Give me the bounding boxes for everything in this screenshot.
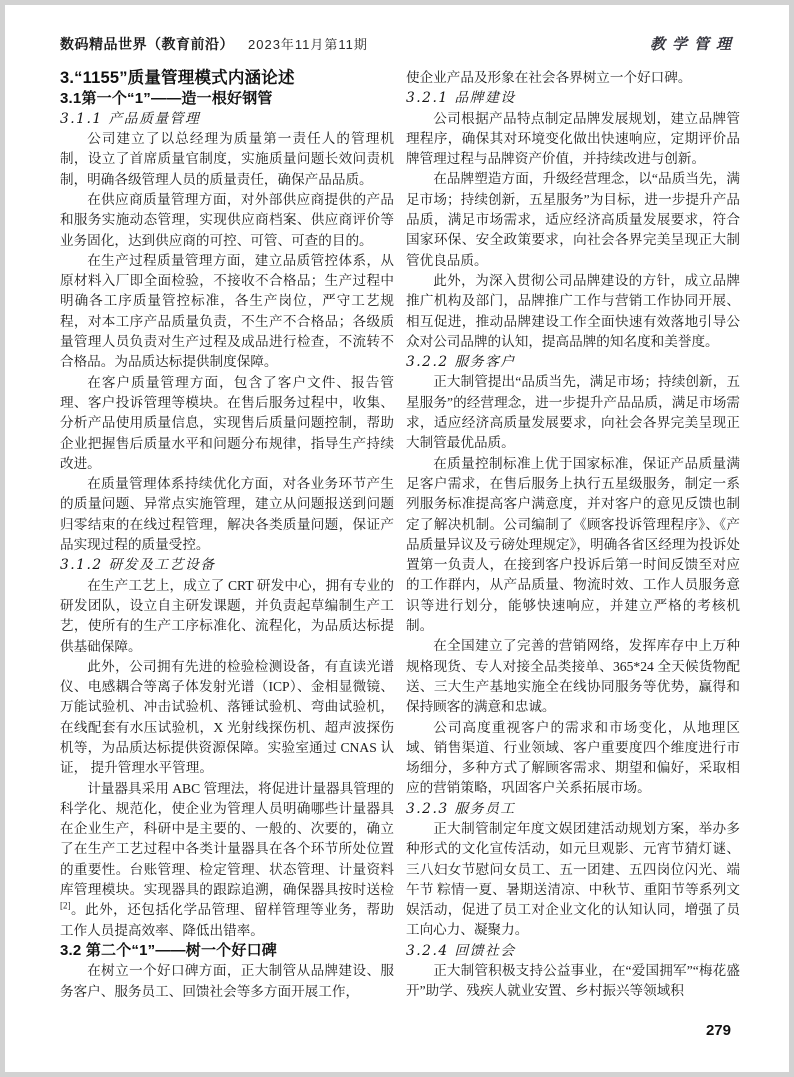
body-paragraph: 在供应商质量管理方面，对外部供应商提供的产品和服务实施动态管理，实现供应商档案、供应商评价等业务固化，达到供应商的可控、可管、可查的目的。 [60,191,394,248]
body-paragraph: 正大制管提出“品质当先，满足市场；持续创新，五星服务”的经营理念，进一步提升产品品质，满足市场需求，适应经济高质量发展要求，向社会各界完美呈现正大制管最优品质。 [406,374,740,451]
body-paragraph [60,779,394,941]
body-paragraph: 正大制管积极支持公益事业，在“爱国拥军”“梅花盛开”助学、残疾人就业安置、乡村振兴等领域积 [406,963,740,999]
body-paragraph: 在质量管理体系持续优化方面，对各业务环节产生的质量问题、异常点实施管理，建立从问题报送到问题归零结束的在线过程管理，解决各类质量问题，保证产品实现过程的质量受控。 [60,476,394,553]
body-paragraph: 此外，公司拥有先进的检验检测设备，有直读光谱仪、电感耦合等离子体发射光谱（ICP）、金相显微镜、万能试验机、冲击试验机、落锤试验机、弯曲试验机，在线配套有水压试验机，X 光射线探伤机、超声波探伤机等，为品质达标提供资源保障。实验室通过 CNAS 认证， 提升管理水平管理。 [60,658,394,776]
subsubsection-heading: 3.2.4 回馈社会 [406,942,516,959]
issue-info: 2023年11月第11期 [248,37,368,52]
body-paragraph: 公司建立了以总经理为质量第一责任人的管理机制，设立了首席质量官制度，实施质量问题长效问责机制，明确各级管理人员的质量责任，确保产品品质。 [60,131,394,187]
body-paragraph-continuation: 使企业产品及形象在社会各界树立一个好口碑。 [406,70,692,85]
body-paragraph: 公司根据产品特点制定品牌发展规划，建立品牌管理程序，确保其对环境变化做出快速响应，定期评价品牌管理过程与品牌资产价值，并持续改进与创新。 [406,110,740,167]
subsubsection-heading: 3.1.2 研发及工艺设备 [60,557,216,574]
body-paragraph: 公司高度重视客户的需求和市场变化，从地理区域、销售渠道、行业领域、客户重要度四个维度进行市场细分，多种方式了解顾客需求、期望和偏好，采取相应的营销策略，巩固客户关系拓展市场。 [406,719,740,796]
page-number: 279 [705,1022,731,1039]
section-label: 教学管理 [649,35,738,53]
subsection-heading: 3.1第一个“1”——造一根好钢管 [60,89,273,107]
body-paragraph: 在生产工艺上，成立了 CRT 研发中心，拥有专业的研发团队，设立自主研发课题，并负责起草编制生产工艺，使所有的生产工序标准化、流程化，为品质达标提供基础保障。 [60,577,394,654]
journal-title: 数码精品世界（教育前沿） [60,36,234,52]
subsubsection-heading: 3.2.3 服务员工 [406,800,516,817]
section-heading: 3.“1155”质量管理模式内涵论述 [60,69,295,87]
body-paragraph: 此外，为深入贯彻公司品牌建设的方针，成立品牌推广机构及部门，品牌推广工作与营销工作协同开展、相互促进，推动品牌建设工作全面快速有效落地引导公众对公司品牌的认知，提高品牌的知名度和美誉度。 [406,272,740,349]
body-paragraph: 在生产过程质量管理方面，建立品质管控体系，从原材料入厂即全面检验，不接收不合格品；生产过程中明确各工序质量管控标准，各生产岗位，严守工艺规程，对本工序产品质量负责，不生产不合格品；各级质量管理人员负责对生产过程及成品进行检查，不流转不合格品。为品质达标提供制度保障。 [60,252,394,370]
journal-page [5,5,789,1072]
header-left [60,34,368,54]
body-paragraph: 在质量控制标准上优于国家标准，保证产品质量满足客户需求，在售后服务上执行五星级服务，制定一系列服务标准提高客户满意度，并对客户的意见反馈也制定了解决机制。公司编制了《顾客投诉管理程序》、《产品质量异议及亏磅处理规定》，明确各省区经理为投诉处置第一负责人，在接到客户投诉后第一时间反馈至对应的工作群内，从产品质量、物流时效、工作人员服务意识等进行划分，能够快速响应，并建立严格的考核机制。 [406,455,740,634]
subsubsection-heading: 3.2.1 品牌建设 [406,90,516,107]
page-header [60,33,740,53]
citation-marker: [2] [60,900,71,911]
paragraph-text: 。此外，还包括化学品管理、留样管理等业务，帮助工作人员提高效率、降低出错率。 [60,902,394,938]
body-paragraph: 在树立一个好口碑方面，正大制管从品牌建设、服务客户、服务员工、回馈社会等多方面开展工作， [60,963,394,999]
article-body [60,68,740,1002]
left-column [60,68,394,1002]
body-paragraph: 在客户质量管理方面，包含了客户文件、报告管理、客户投诉管理等模块。在售后服务过程中，收集、分析产品使用质量信息，实现售后质量问题控制，帮助企业把握售后质量水平和问题分布规律，指导生产持续改进。 [60,374,394,471]
body-paragraph: 在全国建立了完善的营销网络，发挥库存中上万种规格现货、专人对接全品类接单、365*24 全天候货物配送、三大生产基地实施全在线协同服务等优势，赢得和保持顾客的满意和忠诚。 [406,638,740,715]
body-paragraph: 在品牌塑造方面，升级经营理念，以“品质当先，满足市场；持续创新，五星服务”为目标，进一步提升产品品质，满足市场需求，适应经济高质量发展要求，符合国家环保、安全政策要求，向社会各界完美呈现正大制管优良品质。 [406,171,740,268]
subsubsection-heading: 3.2.2 服务客户 [406,354,516,371]
body-paragraph: 正大制管制定年度文娱团建活动规划方案，举办多种形式的文化宣传活动，如元旦观影、元宵节猜灯谜、三八妇女节慰问女员工、五一团建、五四岗位闪光、端午节 粽情一夏、暑期送清凉、中秋节、重阳节等系列文娱活动，促进了员工对企业文化的认知认同，增强了员工向心力、凝聚力。 [406,820,740,938]
subsubsection-heading: 3.1.1 产品质量管理 [60,110,201,127]
right-column [406,68,740,1002]
subsection-heading: 3.2 第二个“1”——树一个好口碑 [60,941,277,959]
paragraph-text: 计量器具采用 ABC 管理法，将促进计量器具管理的科学化、规范化，使企业为管理人员明确哪些计量器具在企业生产，科研中是主要的、一般的、次要的，确立了在生产工艺过程中各类计量器具在各个环节所处位置的重要性。台账管理、检定管理、状态管理、计量资料库管理模块。实现器具的跟踪追溯，确保器具按时送检 [60,780,394,898]
